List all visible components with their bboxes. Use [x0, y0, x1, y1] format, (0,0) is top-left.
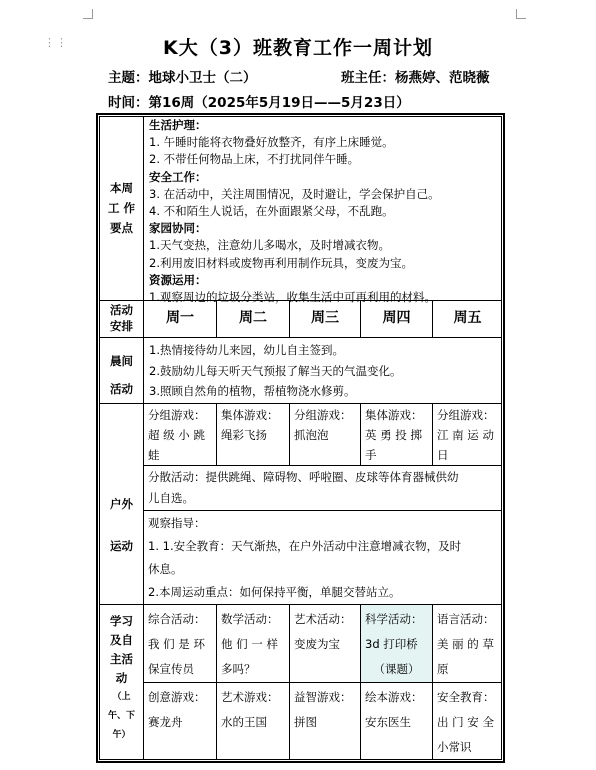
outdoor-game-cell [433, 404, 502, 466]
day-header: 周四 [382, 310, 411, 326]
focus-label [100, 178, 143, 238]
activity-type: 绘本游戏： [365, 690, 423, 704]
activity-name: 水的王国 [221, 715, 267, 729]
day-header: 周五 [453, 310, 482, 326]
study-label-line: 学习 [110, 614, 133, 628]
activity-name: 蛙 [148, 448, 160, 462]
morning-content [149, 340, 499, 402]
morning-label [100, 347, 143, 403]
scattered-line: 分散活动：提供跳绳、障碍物、呼啦圈、皮球等体育器械供幼 [148, 470, 459, 484]
time-line: 时间：第16周（2025年5月19日——5月23日） [108, 95, 410, 111]
activity-type: 安全教育： [437, 690, 495, 704]
activity-name: 出 门 安 全 [437, 715, 494, 729]
row-divider [99, 337, 502, 338]
focus-item: 3. 在活动中，关注周围情况，及时避让，学会保护自己。 [149, 186, 440, 201]
page-corner-mark-left [83, 9, 93, 19]
study-label-note: （上 [112, 692, 131, 702]
study-label-line: 主活 [110, 652, 133, 666]
focus-label-line: 工 作 [107, 201, 135, 215]
morning-item: 1.热情接待幼儿来园，幼儿自主签到。 [149, 343, 344, 357]
study-cell [290, 683, 360, 737]
activity-type: 分组游戏： [148, 408, 206, 422]
activity-name: 手 [365, 448, 377, 462]
observation-guidance [148, 512, 500, 604]
scattered-activity [148, 467, 500, 509]
activity-name: 我 们 是 环 [148, 637, 205, 651]
activity-type: 创意游戏： [148, 690, 206, 704]
activity-name: （课题） [373, 662, 420, 676]
study-label-line: 动 [115, 671, 128, 685]
page-corner-mark-right [516, 9, 526, 19]
outdoor-game-cell [361, 404, 432, 466]
activity-name: 江 南 运 动 [437, 428, 494, 442]
focus-content [149, 117, 499, 306]
study-label-line: 及自 [110, 633, 133, 647]
activity-name: 3d 打印桥 [365, 637, 418, 651]
study-cell [290, 605, 360, 682]
focus-heading: 家园协同： [149, 221, 207, 236]
focus-item: 2. 不带任何物品上床，不打扰同伴午睡。 [149, 152, 360, 167]
study-cell [361, 683, 432, 737]
study-cell [217, 683, 289, 737]
page-title: K大（3）班教育工作一周计划 [163, 37, 433, 59]
focus-item: 4. 不和陌生人说话，在外面跟紧父母，不乱跑。 [149, 204, 394, 219]
focus-heading: 资源运用： [149, 272, 207, 287]
activity-name: 他 们 一 样 [221, 637, 278, 651]
study-cell-highlighted [361, 605, 432, 682]
scattered-line: 儿自选。 [148, 491, 194, 505]
activity-name: 多吗？ [221, 662, 256, 676]
schedule-label [100, 302, 143, 334]
activity-type: 分组游戏： [294, 408, 352, 422]
theme-line: 主题：地球小卫士（二） [108, 70, 257, 86]
activity-name: 超 级 小 跳 [148, 428, 205, 442]
activity-type: 科学活动： [365, 612, 423, 626]
drag-handle-icon[interactable]: ⋮⋮ [44, 36, 68, 49]
guidance-line: 观察指导： [148, 516, 206, 530]
day-header: 周二 [239, 310, 267, 326]
activity-name: 绳彩飞扬 [221, 428, 267, 442]
activity-name: 日 [437, 448, 449, 462]
focus-label-line: 要点 [110, 221, 133, 235]
activity-type: 语言活动： [437, 612, 495, 626]
morning-item: 3.照顾自然角的植物，帮植物浇水修剪。 [149, 384, 356, 398]
focus-label-line: 本周 [110, 181, 133, 195]
activity-name: 变废为宝 [294, 637, 340, 651]
morning-label-line: 晨间 [110, 354, 133, 368]
guidance-line: 休息。 [148, 562, 183, 576]
activity-type: 集体游戏： [221, 408, 279, 422]
outdoor-game-cell [217, 404, 289, 446]
study-cell [433, 605, 502, 682]
day-header: 周三 [311, 310, 339, 326]
guidance-line: 2.本周运动重点：如何保持平衡，单腿交替站立。 [148, 585, 401, 599]
activity-type: 艺术游戏： [221, 690, 279, 704]
focus-item: 2.利用废旧材料或废物再利用制作玩具，变废为宝。 [149, 255, 413, 270]
activity-type: 集体游戏： [365, 408, 423, 422]
row-divider [143, 510, 502, 511]
focus-item: 1.观察周边的垃圾分类站，收集生活中可再利用的材料。 [149, 290, 436, 305]
activity-name: 英 勇 投 掷 [365, 428, 422, 442]
morning-item: 2.鼓励幼儿每天听天气预报了解当天的气温变化。 [149, 363, 402, 378]
activity-name: 安东医生 [365, 715, 411, 729]
outdoor-label-line: 户外 [110, 497, 133, 511]
focus-heading: 安全工作： [149, 169, 207, 184]
study-label-note: 午） [112, 730, 131, 740]
focus-heading: 生活护理： [149, 118, 207, 132]
outdoor-label [100, 483, 143, 567]
activity-name: 原 [437, 662, 449, 676]
study-cell [433, 683, 502, 762]
study-cell [217, 605, 289, 682]
outdoor-game-cell [290, 404, 360, 446]
activity-type: 数学活动： [221, 612, 279, 626]
study-label-note: 午、下 [107, 711, 135, 721]
morning-label-line: 活动 [110, 382, 133, 396]
outdoor-label-line: 运动 [110, 539, 133, 553]
schedule-label-line: 安排 [110, 319, 133, 333]
activity-type: 艺术活动： [294, 612, 352, 626]
teachers-line: 班主任：杨燕婷、范晓薇 [341, 70, 490, 86]
activity-name: 拼图 [294, 715, 317, 729]
guidance-line: 1. 1.安全教育：天气渐热，在户外活动中注意增减衣物，及时 [148, 539, 462, 553]
activity-name: 抓泡泡 [294, 428, 329, 442]
activity-type: 分组游戏： [437, 408, 495, 422]
activity-name: 小常识 [437, 740, 472, 754]
activity-name: 赛龙舟 [148, 715, 183, 729]
focus-item: 1. 午睡时能将衣物叠好放整齐，有序上床睡觉。 [149, 135, 394, 150]
activity-type: 益智游戏： [294, 690, 352, 704]
study-label [100, 612, 143, 745]
focus-item: 1.天气变热，注意幼儿多喝水，及时增减衣物。 [149, 238, 390, 253]
activity-name: 保宣传员 [148, 662, 194, 676]
activity-type: 综合活动： [148, 612, 206, 626]
outdoor-game-cell [144, 404, 216, 466]
day-header: 周一 [166, 310, 194, 326]
activity-name: 美 丽 的 草 [437, 637, 494, 651]
schedule-label-line: 活动 [110, 303, 133, 317]
study-cell [144, 605, 216, 682]
study-cell [144, 683, 216, 737]
